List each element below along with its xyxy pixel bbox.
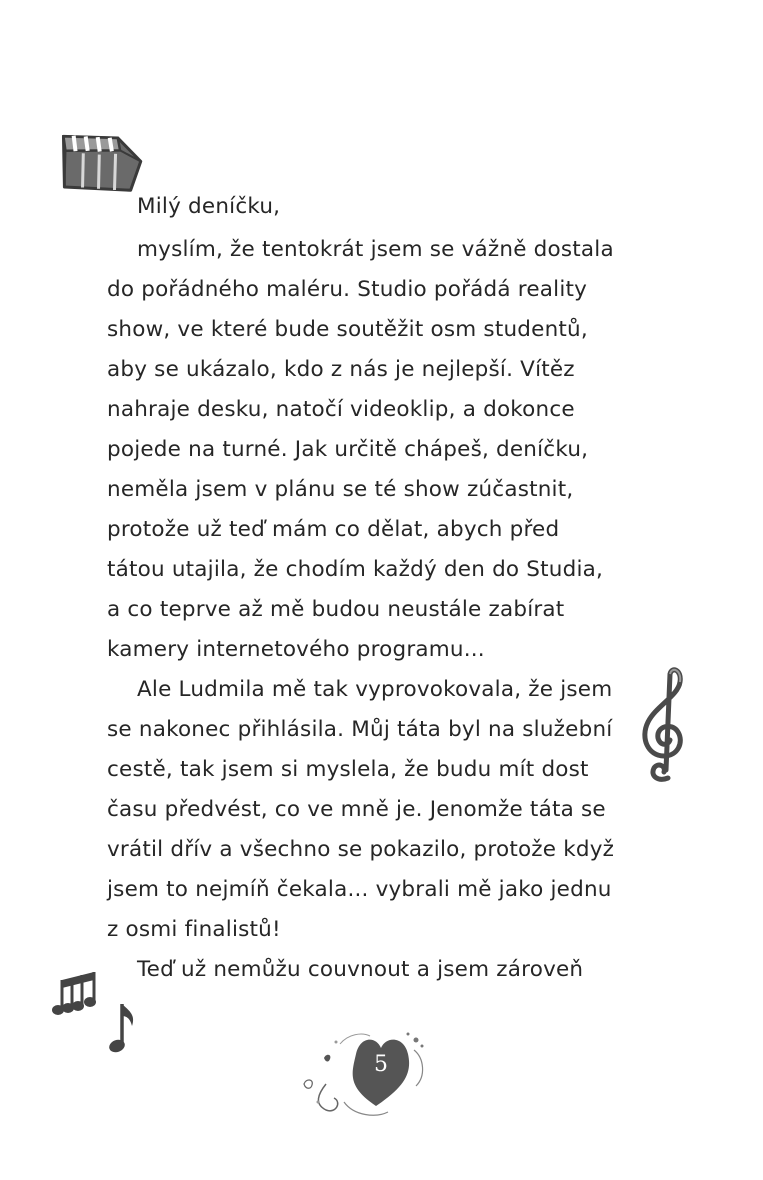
text-line: kamery internetového programu... xyxy=(107,637,485,662)
text-line: show, ve které bude soutěžit osm studentů, xyxy=(107,317,588,342)
text-line: jsem to nejmíň čekala... vybrali mě jako jednu xyxy=(107,877,612,902)
text-line: nahraje desku, natočí videoklip, a dokonce xyxy=(107,397,575,422)
text-line: aby se ukázalo, kdo z nás je nejlepší. Vítěz xyxy=(107,357,575,382)
treble-clef-icon xyxy=(630,666,694,786)
page-number: 5 xyxy=(374,1052,388,1077)
text-line: neměla jsem v plánu se té show zúčastnit, xyxy=(107,477,574,502)
eighth-note-icon xyxy=(108,1000,138,1058)
greeting: Milý deníčku, xyxy=(137,194,281,219)
text-line: protože už teď mám co dělat, abych před xyxy=(107,517,560,542)
text-line: do pořádného maléru. Studio pořádá reality xyxy=(107,277,588,302)
text-line: se nakonec přihlásila. Můj táta byl na služební xyxy=(107,717,613,742)
text-line: a co teprve až mě budou neustále zabírat xyxy=(107,597,565,622)
double-eighth-note-icon xyxy=(52,968,100,1020)
text-line: z osmi finalistů! xyxy=(107,917,281,942)
text-line: tátou utajila, že chodím každý den do Studia, xyxy=(107,557,604,582)
text-line: Ale Ludmila mě tak vyprovokovala, že jsem xyxy=(137,677,613,702)
text-line: myslím, že tentokrát jsem se vážně dostala xyxy=(137,237,614,262)
text-line: pojede na turné. Jak určitě chápeš, deníčku, xyxy=(107,437,589,462)
text-line: Teď už nemůžu couvnout a jsem zároveň xyxy=(137,957,584,982)
text-line: času předvést, co ve mně je. Jenomže táta se xyxy=(107,797,606,822)
text-line: vrátil dřív a všechno se pokazilo, protože když xyxy=(107,837,615,862)
clapperboard-icon xyxy=(52,126,152,202)
text-line: cestě, tak jsem si myslela, že budu mít dost xyxy=(107,757,589,782)
